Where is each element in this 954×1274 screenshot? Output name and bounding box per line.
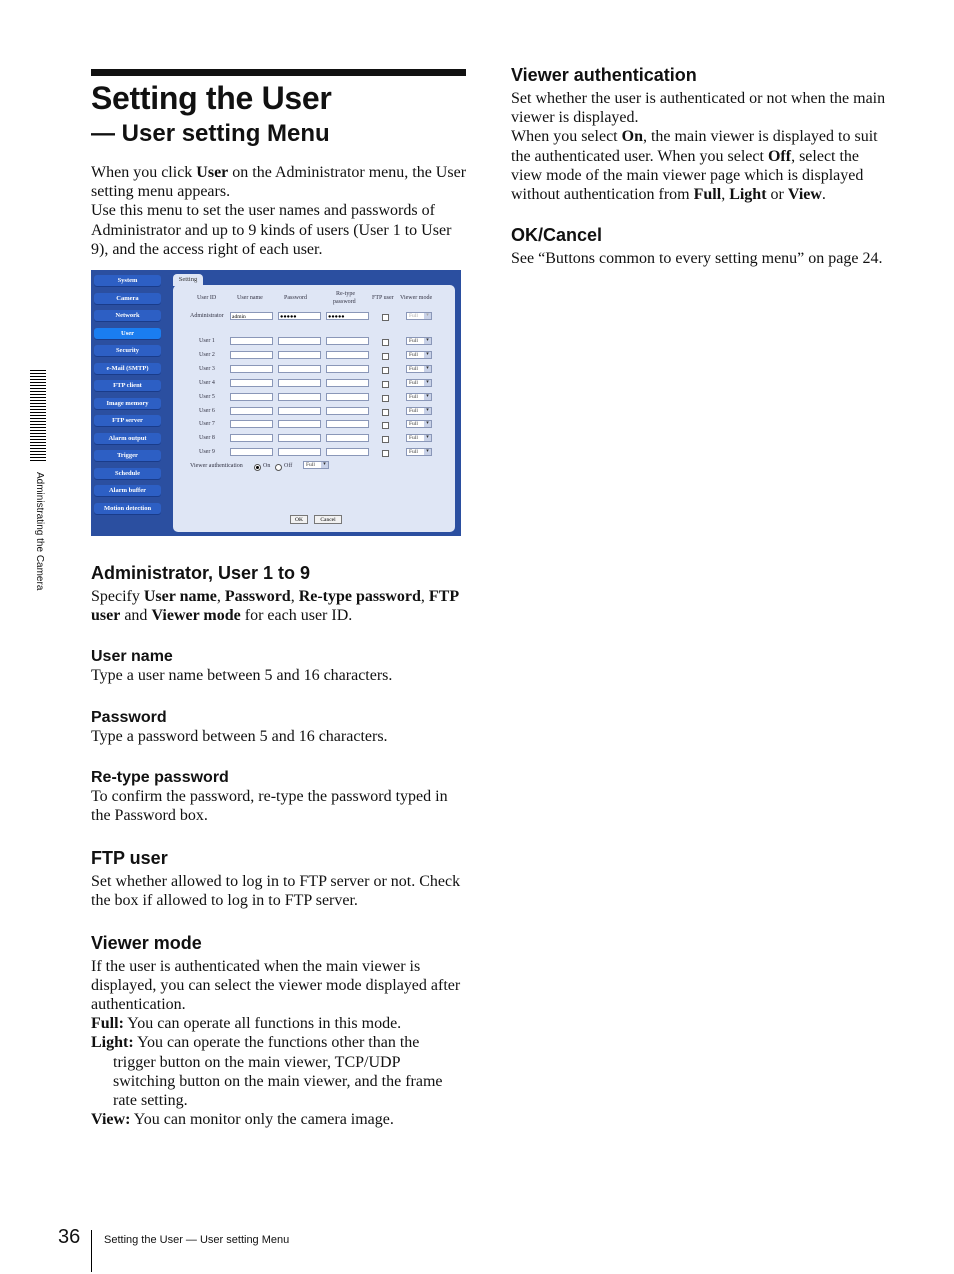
intro-paragraph-2: Use this menu to set the user names and passwords of Administrator and up to 9 kinds of users (User 1 to User 9), and the access right of each user.	[91, 202, 452, 258]
right-column	[511, 64, 886, 268]
user-retype-input[interactable]	[326, 407, 369, 415]
user-retype-input[interactable]	[326, 379, 369, 387]
user-password-input[interactable]	[278, 393, 321, 401]
intro	[91, 163, 466, 259]
user-viewer-mode-select[interactable]: Full ▾	[406, 337, 432, 345]
section-heading-viewer-mode: Viewer mode	[91, 932, 202, 953]
user-id-label: User 8	[199, 435, 215, 442]
nav-item[interactable]: FTP server	[94, 415, 161, 427]
user-retype-input[interactable]	[326, 448, 369, 456]
user-retype-input[interactable]	[326, 393, 369, 401]
ok-cancel-paragraph: See “Buttons common to every setting menu” on page 24.	[511, 250, 883, 268]
section-heading-ok-cancel: OK/Cancel	[511, 225, 603, 246]
user-name-input[interactable]	[230, 434, 273, 442]
user-viewer-mode-select[interactable]: Full ▾	[406, 379, 432, 387]
viewer-auth-off-radio[interactable]	[275, 464, 282, 471]
user-ftp-checkbox[interactable]	[382, 381, 389, 388]
user-password-input[interactable]	[278, 434, 321, 442]
nav-item[interactable]: FTP client	[94, 380, 161, 392]
admin-ftp-checkbox[interactable]	[382, 314, 389, 321]
cancel-button[interactable]: Cancel	[314, 515, 342, 524]
viewer-auth-mode-select[interactable]: Full ▾	[303, 461, 329, 469]
chevron-down-icon: ▾	[321, 462, 328, 468]
user-viewer-mode-select[interactable]: Full ▾	[406, 351, 432, 359]
nav-item[interactable]: Alarm output	[94, 433, 161, 445]
footer-rule	[91, 1230, 92, 1272]
section-heading-admin: Administrator, User 1 to 9	[91, 563, 311, 583]
user-name-input[interactable]	[230, 365, 273, 373]
user-retype-input[interactable]	[326, 420, 369, 428]
user-viewer-mode-select[interactable]: Full ▾	[406, 365, 432, 373]
viewer-auth-on-label: On	[263, 463, 271, 469]
admin-paragraph: Specify User name, Password, Re-type password, FTP user and Viewer mode for each user ID.	[91, 588, 459, 625]
admin-label: Administrator	[190, 313, 224, 319]
page-subtitle: — User setting Menu	[91, 120, 330, 147]
header-user-id: User ID	[197, 295, 217, 301]
chevron-down-icon: ▾	[424, 435, 431, 441]
user-id-label: User 2	[199, 351, 215, 358]
user-password-input[interactable]	[278, 337, 321, 345]
viewer-auth-off-label: Off	[284, 463, 293, 469]
user-name-input[interactable]	[230, 420, 273, 428]
user-ftp-checkbox[interactable]	[382, 339, 389, 346]
admin-viewer-mode-select[interactable]: Full ▾	[406, 312, 432, 320]
side-tab-label: Administrating the Camera	[34, 472, 45, 591]
page-number: 36	[58, 1226, 81, 1248]
user-viewer-mode-select[interactable]: Full ▾	[406, 407, 432, 415]
section-heading-viewer-authentication: Viewer authentication	[511, 65, 697, 85]
user-id-label: User 4	[199, 379, 215, 386]
nav-item[interactable]: Camera	[94, 293, 161, 305]
chevron-down-icon: ▾	[424, 394, 431, 400]
user-id-label: User 6	[199, 407, 215, 414]
nav-item[interactable]: Motion detection	[94, 503, 161, 515]
header-retype-line2: password	[333, 299, 356, 305]
ftp-user-paragraph: Set whether allowed to log in to FTP server or not. Check the box if allowed to log in to FTP server.	[91, 873, 461, 910]
section-heading-user-name: User name	[91, 648, 173, 666]
viewer-auth-label: Viewer authentication	[190, 463, 243, 469]
user-name-input[interactable]	[230, 351, 273, 359]
section-heading-ftp-user: FTP user	[91, 848, 168, 869]
admin-name-input[interactable]: admin	[230, 312, 273, 320]
title-rule	[91, 69, 466, 76]
footer-title: Setting the User — User setting Menu	[104, 1234, 290, 1246]
viewer-authentication-paragraph-1: Set whether the user is authenticated or not when the main viewer is displayed.	[511, 90, 886, 127]
user-password-input[interactable]	[278, 448, 321, 456]
retype-paragraph: To confirm the password, re-type the password typed in the Password box.	[91, 787, 448, 825]
header-ftp-user: FTP user	[372, 295, 394, 301]
user-viewer-mode-select[interactable]: Full ▾	[406, 448, 432, 456]
user-retype-input[interactable]	[326, 434, 369, 442]
header-user-name: User name	[237, 295, 263, 301]
admin-retype-input[interactable]: ●●●●●	[326, 312, 369, 320]
user-id-label: User 3	[199, 365, 215, 372]
viewer-mode-paragraph: If the user is authenticated when the main viewer is displayed, you can select the viewer mode displayed after authentication.	[91, 957, 461, 1014]
header-retype-line1: Re-type	[336, 291, 355, 297]
user-viewer-mode-select[interactable]: Full ▾	[406, 434, 432, 442]
admin-password-input[interactable]: ●●●●●	[278, 312, 321, 320]
user-viewer-mode-select[interactable]: Full ▾	[406, 420, 432, 428]
user-setting-screenshot	[91, 270, 461, 536]
chevron-down-icon: ▾	[424, 352, 431, 358]
viewer-auth-on-radio[interactable]	[254, 464, 261, 471]
user-name-input[interactable]	[230, 448, 273, 456]
user-password-input[interactable]	[278, 407, 321, 415]
header-password: Password	[284, 295, 308, 301]
user-password-input[interactable]	[278, 351, 321, 359]
tab-setting[interactable]: Setting	[173, 274, 203, 286]
user-password-input[interactable]	[278, 420, 321, 428]
nav-item[interactable]: Security	[94, 345, 161, 357]
chevron-down-icon: ▾	[424, 313, 431, 319]
viewer-authentication-paragraph-2: When you select On, the main viewer is displayed to suit the authenticated user. When you select Off, select the view mode of the main viewer page which is displayed without authentication from Full, Light or View.	[511, 128, 878, 204]
header-viewer-mode: Viewer mode	[400, 295, 433, 301]
user-name-input[interactable]	[230, 379, 273, 387]
user-id-label: User 5	[199, 393, 215, 400]
user-password-input[interactable]	[278, 365, 321, 373]
nav-item[interactable]: Alarm buffer	[94, 485, 161, 497]
user-ftp-checkbox[interactable]	[382, 367, 389, 374]
intro-paragraph-1: When you click User on the Administrator menu, the User setting menu appears.	[91, 164, 467, 201]
user-password-input[interactable]	[278, 379, 321, 387]
light-mode-item: Light: You can operate the functions other than the trigger button on the main viewer, TCP/UDP switching button on the main viewer, and the frame rate setting.	[91, 1034, 443, 1110]
user-name-paragraph: Type a user name between 5 and 16 characters.	[91, 667, 393, 685]
user-ftp-checkbox[interactable]	[382, 353, 389, 360]
chevron-down-icon: ▾	[424, 380, 431, 386]
section-heading-retype: Re-type password	[91, 768, 229, 786]
user-viewer-mode-select[interactable]: Full ▾	[406, 393, 432, 401]
nav-item[interactable]: User	[94, 328, 161, 340]
user-ftp-checkbox[interactable]	[382, 450, 389, 457]
setting-panel	[173, 285, 455, 532]
chevron-down-icon: ▾	[424, 338, 431, 344]
user-ftp-checkbox[interactable]	[382, 395, 389, 402]
page-title: Setting the User	[91, 80, 332, 116]
user-ftp-checkbox[interactable]	[382, 409, 389, 416]
nav-item[interactable]: Image memory	[94, 398, 161, 410]
chevron-down-icon: ▾	[424, 408, 431, 414]
nav-item[interactable]: Network	[94, 310, 161, 322]
full-mode-item: Full: You can operate all functions in this mode.	[91, 1015, 402, 1033]
user-ftp-checkbox[interactable]	[382, 436, 389, 443]
chevron-down-icon: ▾	[424, 421, 431, 427]
user-ftp-checkbox[interactable]	[382, 422, 389, 429]
view-mode-item: View: You can monitor only the camera image.	[91, 1111, 394, 1129]
nav-item[interactable]: e-Mail (SMTP)	[94, 363, 161, 375]
left-column	[91, 562, 466, 1129]
user-name-input[interactable]	[230, 393, 273, 401]
nav-item[interactable]: System	[94, 275, 161, 287]
nav-item[interactable]: Schedule	[94, 468, 161, 480]
password-paragraph: Type a password between 5 and 16 characters.	[91, 727, 388, 745]
ok-button[interactable]: OK	[290, 515, 308, 524]
user-retype-input[interactable]	[326, 351, 369, 359]
user-name-input[interactable]	[230, 407, 273, 415]
user-name-input[interactable]	[230, 337, 273, 345]
side-tab-marker	[30, 370, 46, 462]
nav-item[interactable]: Trigger	[94, 450, 161, 462]
chevron-down-icon: ▾	[424, 449, 431, 455]
user-id-label: User 9	[199, 449, 215, 456]
user-id-label: User 7	[199, 421, 215, 428]
user-id-label: User 1	[199, 338, 215, 344]
section-heading-password: Password	[91, 708, 167, 726]
user-retype-input[interactable]	[326, 365, 369, 373]
user-retype-input[interactable]	[326, 337, 369, 345]
chevron-down-icon: ▾	[424, 366, 431, 372]
